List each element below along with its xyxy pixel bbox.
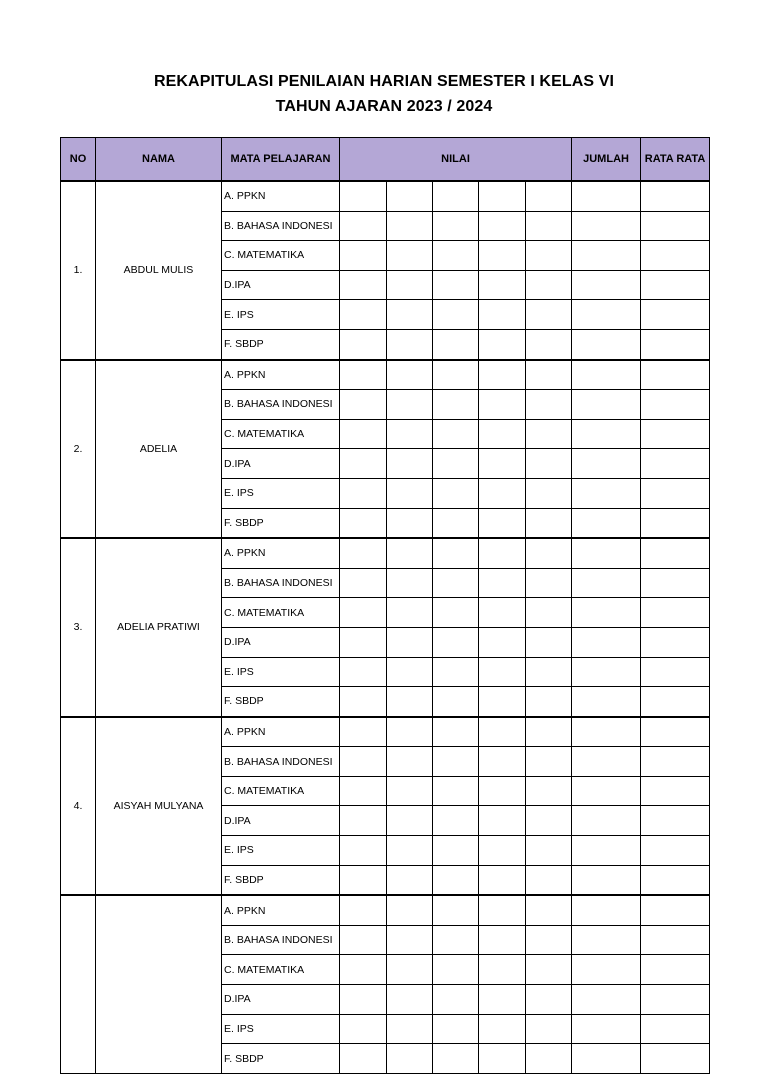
jumlah-cell[interactable] xyxy=(572,955,641,985)
nilai-cell[interactable] xyxy=(479,985,526,1015)
nilai-cell[interactable] xyxy=(340,1044,387,1074)
nilai-cell[interactable] xyxy=(433,776,479,806)
rata-rata-cell[interactable] xyxy=(641,329,710,359)
rata-rata-cell[interactable] xyxy=(641,598,710,628)
nilai-cell[interactable] xyxy=(526,955,572,985)
nilai-cell[interactable] xyxy=(479,806,526,836)
nilai-cell[interactable] xyxy=(479,836,526,866)
nilai-cell[interactable] xyxy=(387,300,433,330)
subject-cell: E. IPS xyxy=(222,836,340,866)
nilai-cell[interactable] xyxy=(526,241,572,271)
nilai-cell[interactable] xyxy=(433,508,479,538)
nilai-cell[interactable] xyxy=(479,598,526,628)
subject-cell: B. BAHASA INDONESI xyxy=(222,568,340,598)
subject-cell: B. BAHASA INDONESI xyxy=(222,211,340,241)
table-row xyxy=(61,538,710,568)
jumlah-cell[interactable] xyxy=(572,895,641,925)
nilai-cell[interactable] xyxy=(479,478,526,508)
grade-table xyxy=(60,137,710,1074)
nilai-cell[interactable] xyxy=(526,1044,572,1074)
nilai-cell[interactable] xyxy=(479,747,526,777)
nilai-cell[interactable] xyxy=(479,1044,526,1074)
nilai-cell[interactable] xyxy=(479,1014,526,1044)
nilai-cell[interactable] xyxy=(433,747,479,777)
nilai-cell[interactable] xyxy=(479,390,526,420)
nilai-cell[interactable] xyxy=(526,865,572,895)
nilai-cell[interactable] xyxy=(387,329,433,359)
nilai-cell[interactable] xyxy=(433,1014,479,1044)
jumlah-cell[interactable] xyxy=(572,360,641,390)
subject-cell: C. MATEMATIKA xyxy=(222,241,340,271)
nilai-cell[interactable] xyxy=(479,419,526,449)
nilai-cell[interactable] xyxy=(433,449,479,479)
page-title: REKAPITULASI PENILAIAN HARIAN SEMESTER I KELAS VI xyxy=(153,73,615,90)
nilai-cell[interactable] xyxy=(526,508,572,538)
student-no: 2. xyxy=(61,360,96,539)
subject-cell: D.IPA xyxy=(222,627,340,657)
subject-cell: F. SBDP xyxy=(222,508,340,538)
rata-rata-cell[interactable] xyxy=(641,300,710,330)
nilai-cell[interactable] xyxy=(526,687,572,717)
nilai-cell[interactable] xyxy=(340,627,387,657)
nilai-cell[interactable] xyxy=(433,329,479,359)
jumlah-cell[interactable] xyxy=(572,836,641,866)
nilai-cell[interactable] xyxy=(340,538,387,568)
nilai-cell[interactable] xyxy=(526,568,572,598)
nilai-cell[interactable] xyxy=(479,300,526,330)
nilai-cell[interactable] xyxy=(479,360,526,390)
nilai-cell[interactable] xyxy=(340,211,387,241)
jumlah-cell[interactable] xyxy=(572,1044,641,1074)
nilai-cell[interactable] xyxy=(340,806,387,836)
rata-rata-cell[interactable] xyxy=(641,776,710,806)
nilai-cell[interactable] xyxy=(387,360,433,390)
nilai-cell[interactable] xyxy=(433,598,479,628)
jumlah-cell[interactable] xyxy=(572,776,641,806)
nilai-cell[interactable] xyxy=(433,865,479,895)
nilai-cell[interactable] xyxy=(479,329,526,359)
subject-cell: C. MATEMATIKA xyxy=(222,955,340,985)
rata-rata-cell[interactable] xyxy=(641,627,710,657)
nilai-cell[interactable] xyxy=(433,925,479,955)
student-name: ADELIA xyxy=(96,360,222,539)
jumlah-cell[interactable] xyxy=(572,747,641,777)
student-no: 4. xyxy=(61,717,96,896)
subject-cell: E. IPS xyxy=(222,478,340,508)
nilai-cell[interactable] xyxy=(387,181,433,211)
student-name: ABDUL MULIS xyxy=(96,181,222,360)
jumlah-cell[interactable] xyxy=(572,687,641,717)
nilai-cell[interactable] xyxy=(387,478,433,508)
nilai-cell[interactable] xyxy=(340,985,387,1015)
subject-cell: A. PPKN xyxy=(222,360,340,390)
student-no: 3. xyxy=(61,538,96,717)
nilai-cell[interactable] xyxy=(526,747,572,777)
nilai-cell[interactable] xyxy=(526,836,572,866)
nilai-cell[interactable] xyxy=(526,657,572,687)
subject-cell: F. SBDP xyxy=(222,1044,340,1074)
nilai-cell[interactable] xyxy=(387,836,433,866)
nilai-cell[interactable] xyxy=(340,508,387,538)
nilai-cell[interactable] xyxy=(526,449,572,479)
rata-rata-cell[interactable] xyxy=(641,211,710,241)
subject-cell: B. BAHASA INDONESI xyxy=(222,747,340,777)
nilai-cell[interactable] xyxy=(526,300,572,330)
nilai-cell[interactable] xyxy=(526,478,572,508)
jumlah-cell[interactable] xyxy=(572,568,641,598)
nilai-cell[interactable] xyxy=(340,449,387,479)
nilai-cell[interactable] xyxy=(433,300,479,330)
table-row xyxy=(61,360,710,390)
subject-cell: B. BAHASA INDONESI xyxy=(222,390,340,420)
rata-rata-cell[interactable] xyxy=(641,747,710,777)
nilai-cell[interactable] xyxy=(340,270,387,300)
nilai-cell[interactable] xyxy=(433,241,479,271)
jumlah-cell[interactable] xyxy=(572,627,641,657)
subject-cell: C. MATEMATIKA xyxy=(222,598,340,628)
rata-rata-cell[interactable] xyxy=(641,508,710,538)
page-subtitle: TAHUN AJARAN 2023 / 2024 xyxy=(275,98,493,115)
header-nilai: NILAI xyxy=(340,138,572,182)
subject-cell: C. MATEMATIKA xyxy=(222,419,340,449)
subject-cell: F. SBDP xyxy=(222,329,340,359)
nilai-cell[interactable] xyxy=(526,895,572,925)
nilai-cell[interactable] xyxy=(387,1044,433,1074)
nilai-cell[interactable] xyxy=(479,449,526,479)
rata-rata-cell[interactable] xyxy=(641,657,710,687)
jumlah-cell[interactable] xyxy=(572,390,641,420)
rata-rata-cell[interactable] xyxy=(641,836,710,866)
nilai-cell[interactable] xyxy=(387,776,433,806)
rata-rata-cell[interactable] xyxy=(641,449,710,479)
rata-rata-cell[interactable] xyxy=(641,1014,710,1044)
rata-rata-cell[interactable] xyxy=(641,985,710,1015)
nilai-cell[interactable] xyxy=(387,449,433,479)
nilai-cell[interactable] xyxy=(526,1014,572,1044)
jumlah-cell[interactable] xyxy=(572,508,641,538)
jumlah-cell[interactable] xyxy=(572,241,641,271)
nilai-cell[interactable] xyxy=(340,478,387,508)
nilai-cell[interactable] xyxy=(387,747,433,777)
subject-cell: A. PPKN xyxy=(222,181,340,211)
subject-cell: D.IPA xyxy=(222,985,340,1015)
header-jumlah: JUMLAH xyxy=(572,138,641,182)
nilai-cell[interactable] xyxy=(340,241,387,271)
table-row xyxy=(61,717,710,747)
student-no xyxy=(61,895,96,1073)
nilai-cell[interactable] xyxy=(340,390,387,420)
rata-rata-cell[interactable] xyxy=(641,419,710,449)
nilai-cell[interactable] xyxy=(387,806,433,836)
nilai-cell[interactable] xyxy=(387,419,433,449)
header-row xyxy=(61,138,710,182)
nilai-cell[interactable] xyxy=(387,925,433,955)
nilai-cell[interactable] xyxy=(526,419,572,449)
nilai-cell[interactable] xyxy=(479,865,526,895)
jumlah-cell[interactable] xyxy=(572,211,641,241)
nilai-cell[interactable] xyxy=(387,955,433,985)
nilai-cell[interactable] xyxy=(433,955,479,985)
nilai-cell[interactable] xyxy=(433,836,479,866)
jumlah-cell[interactable] xyxy=(572,270,641,300)
rata-rata-cell[interactable] xyxy=(641,925,710,955)
student-no: 1. xyxy=(61,181,96,360)
subject-cell: A. PPKN xyxy=(222,538,340,568)
rata-rata-cell[interactable] xyxy=(641,955,710,985)
header-no: NO xyxy=(61,138,96,182)
nilai-cell[interactable] xyxy=(387,627,433,657)
nilai-cell[interactable] xyxy=(526,985,572,1015)
nilai-cell[interactable] xyxy=(526,211,572,241)
nilai-cell[interactable] xyxy=(526,390,572,420)
nilai-cell[interactable] xyxy=(433,390,479,420)
nilai-cell[interactable] xyxy=(340,717,387,747)
nilai-cell[interactable] xyxy=(433,1044,479,1074)
nilai-cell[interactable] xyxy=(526,776,572,806)
nilai-cell[interactable] xyxy=(479,241,526,271)
subject-cell: D.IPA xyxy=(222,806,340,836)
rata-rata-cell[interactable] xyxy=(641,806,710,836)
student-name: ADELIA PRATIWI xyxy=(96,538,222,717)
nilai-cell[interactable] xyxy=(526,627,572,657)
nilai-cell[interactable] xyxy=(433,717,479,747)
nilai-cell[interactable] xyxy=(340,925,387,955)
nilai-cell[interactable] xyxy=(340,776,387,806)
nilai-cell[interactable] xyxy=(479,270,526,300)
subject-cell: D.IPA xyxy=(222,449,340,479)
jumlah-cell[interactable] xyxy=(572,1014,641,1044)
nilai-cell[interactable] xyxy=(340,300,387,330)
nilai-cell[interactable] xyxy=(433,478,479,508)
nilai-cell[interactable] xyxy=(433,806,479,836)
jumlah-cell[interactable] xyxy=(572,329,641,359)
nilai-cell[interactable] xyxy=(526,538,572,568)
jumlah-cell[interactable] xyxy=(572,300,641,330)
nilai-cell[interactable] xyxy=(340,598,387,628)
rata-rata-cell[interactable] xyxy=(641,270,710,300)
nilai-cell[interactable] xyxy=(387,508,433,538)
subject-cell: E. IPS xyxy=(222,300,340,330)
nilai-cell[interactable] xyxy=(387,865,433,895)
nilai-cell[interactable] xyxy=(387,538,433,568)
nilai-cell[interactable] xyxy=(433,181,479,211)
nilai-cell[interactable] xyxy=(340,329,387,359)
rata-rata-cell[interactable] xyxy=(641,538,710,568)
rata-rata-cell[interactable] xyxy=(641,895,710,925)
nilai-cell[interactable] xyxy=(526,181,572,211)
nilai-cell[interactable] xyxy=(433,568,479,598)
rata-rata-cell[interactable] xyxy=(641,1044,710,1074)
subject-cell: F. SBDP xyxy=(222,687,340,717)
nilai-cell[interactable] xyxy=(479,776,526,806)
rata-rata-cell[interactable] xyxy=(641,568,710,598)
jumlah-cell[interactable] xyxy=(572,657,641,687)
table-row xyxy=(61,895,710,925)
nilai-cell[interactable] xyxy=(433,657,479,687)
nilai-cell[interactable] xyxy=(479,657,526,687)
jumlah-cell[interactable] xyxy=(572,181,641,211)
nilai-cell[interactable] xyxy=(387,598,433,628)
student-name: AISYAH MULYANA xyxy=(96,717,222,896)
subject-cell: C. MATEMATIKA xyxy=(222,776,340,806)
rata-rata-cell[interactable] xyxy=(641,687,710,717)
grade-sheet xyxy=(60,137,709,1065)
rata-rata-cell[interactable] xyxy=(641,360,710,390)
subject-cell: E. IPS xyxy=(222,1014,340,1044)
jumlah-cell[interactable] xyxy=(572,538,641,568)
header-mata-pelajaran: MATA PELAJARAN xyxy=(222,138,340,182)
nilai-cell[interactable] xyxy=(433,270,479,300)
nilai-cell[interactable] xyxy=(479,717,526,747)
jumlah-cell[interactable] xyxy=(572,865,641,895)
nilai-cell[interactable] xyxy=(526,270,572,300)
nilai-cell[interactable] xyxy=(526,717,572,747)
table-row xyxy=(61,181,710,211)
nilai-cell[interactable] xyxy=(340,1014,387,1044)
nilai-cell[interactable] xyxy=(479,211,526,241)
nilai-cell[interactable] xyxy=(387,241,433,271)
nilai-cell[interactable] xyxy=(387,985,433,1015)
subject-cell: E. IPS xyxy=(222,657,340,687)
rata-rata-cell[interactable] xyxy=(641,717,710,747)
nilai-cell[interactable] xyxy=(340,657,387,687)
nilai-cell[interactable] xyxy=(433,360,479,390)
nilai-cell[interactable] xyxy=(340,181,387,211)
nilai-cell[interactable] xyxy=(526,329,572,359)
nilai-cell[interactable] xyxy=(433,627,479,657)
nilai-cell[interactable] xyxy=(433,211,479,241)
jumlah-cell[interactable] xyxy=(572,478,641,508)
nilai-cell[interactable] xyxy=(387,1014,433,1044)
nilai-cell[interactable] xyxy=(479,925,526,955)
nilai-cell[interactable] xyxy=(526,806,572,836)
nilai-cell[interactable] xyxy=(526,360,572,390)
nilai-cell[interactable] xyxy=(387,390,433,420)
nilai-cell[interactable] xyxy=(479,568,526,598)
nilai-cell[interactable] xyxy=(387,568,433,598)
subject-cell: A. PPKN xyxy=(222,717,340,747)
rata-rata-cell[interactable] xyxy=(641,241,710,271)
nilai-cell[interactable] xyxy=(433,538,479,568)
nilai-cell[interactable] xyxy=(387,895,433,925)
jumlah-cell[interactable] xyxy=(572,419,641,449)
nilai-cell[interactable] xyxy=(340,895,387,925)
subject-cell: A. PPKN xyxy=(222,895,340,925)
nilai-cell[interactable] xyxy=(340,419,387,449)
nilai-cell[interactable] xyxy=(479,687,526,717)
nilai-cell[interactable] xyxy=(479,895,526,925)
subject-cell: F. SBDP xyxy=(222,865,340,895)
nilai-cell[interactable] xyxy=(433,895,479,925)
nilai-cell[interactable] xyxy=(387,657,433,687)
jumlah-cell[interactable] xyxy=(572,985,641,1015)
nilai-cell[interactable] xyxy=(340,865,387,895)
nilai-cell[interactable] xyxy=(433,687,479,717)
nilai-cell[interactable] xyxy=(340,955,387,985)
nilai-cell[interactable] xyxy=(479,508,526,538)
header-rata-rata: RATA RATA xyxy=(641,138,710,182)
rata-rata-cell[interactable] xyxy=(641,478,710,508)
nilai-cell[interactable] xyxy=(340,360,387,390)
jumlah-cell[interactable] xyxy=(572,806,641,836)
subject-cell: D.IPA xyxy=(222,270,340,300)
nilai-cell[interactable] xyxy=(433,419,479,449)
nilai-cell[interactable] xyxy=(526,925,572,955)
header-nama: NAMA xyxy=(96,138,222,182)
nilai-cell[interactable] xyxy=(387,211,433,241)
nilai-cell[interactable] xyxy=(479,181,526,211)
rata-rata-cell[interactable] xyxy=(641,865,710,895)
nilai-cell[interactable] xyxy=(479,627,526,657)
jumlah-cell[interactable] xyxy=(572,598,641,628)
subject-cell: B. BAHASA INDONESI xyxy=(222,925,340,955)
jumlah-cell[interactable] xyxy=(572,925,641,955)
nilai-cell[interactable] xyxy=(340,747,387,777)
student-name xyxy=(96,895,222,1073)
jumlah-cell[interactable] xyxy=(572,717,641,747)
nilai-cell[interactable] xyxy=(340,687,387,717)
jumlah-cell[interactable] xyxy=(572,449,641,479)
nilai-cell[interactable] xyxy=(526,598,572,628)
nilai-cell[interactable] xyxy=(433,985,479,1015)
nilai-cell[interactable] xyxy=(387,687,433,717)
rata-rata-cell[interactable] xyxy=(641,181,710,211)
nilai-cell[interactable] xyxy=(340,836,387,866)
nilai-cell[interactable] xyxy=(387,270,433,300)
rata-rata-cell[interactable] xyxy=(641,390,710,420)
nilai-cell[interactable] xyxy=(479,538,526,568)
nilai-cell[interactable] xyxy=(387,717,433,747)
nilai-cell[interactable] xyxy=(479,955,526,985)
nilai-cell[interactable] xyxy=(340,568,387,598)
